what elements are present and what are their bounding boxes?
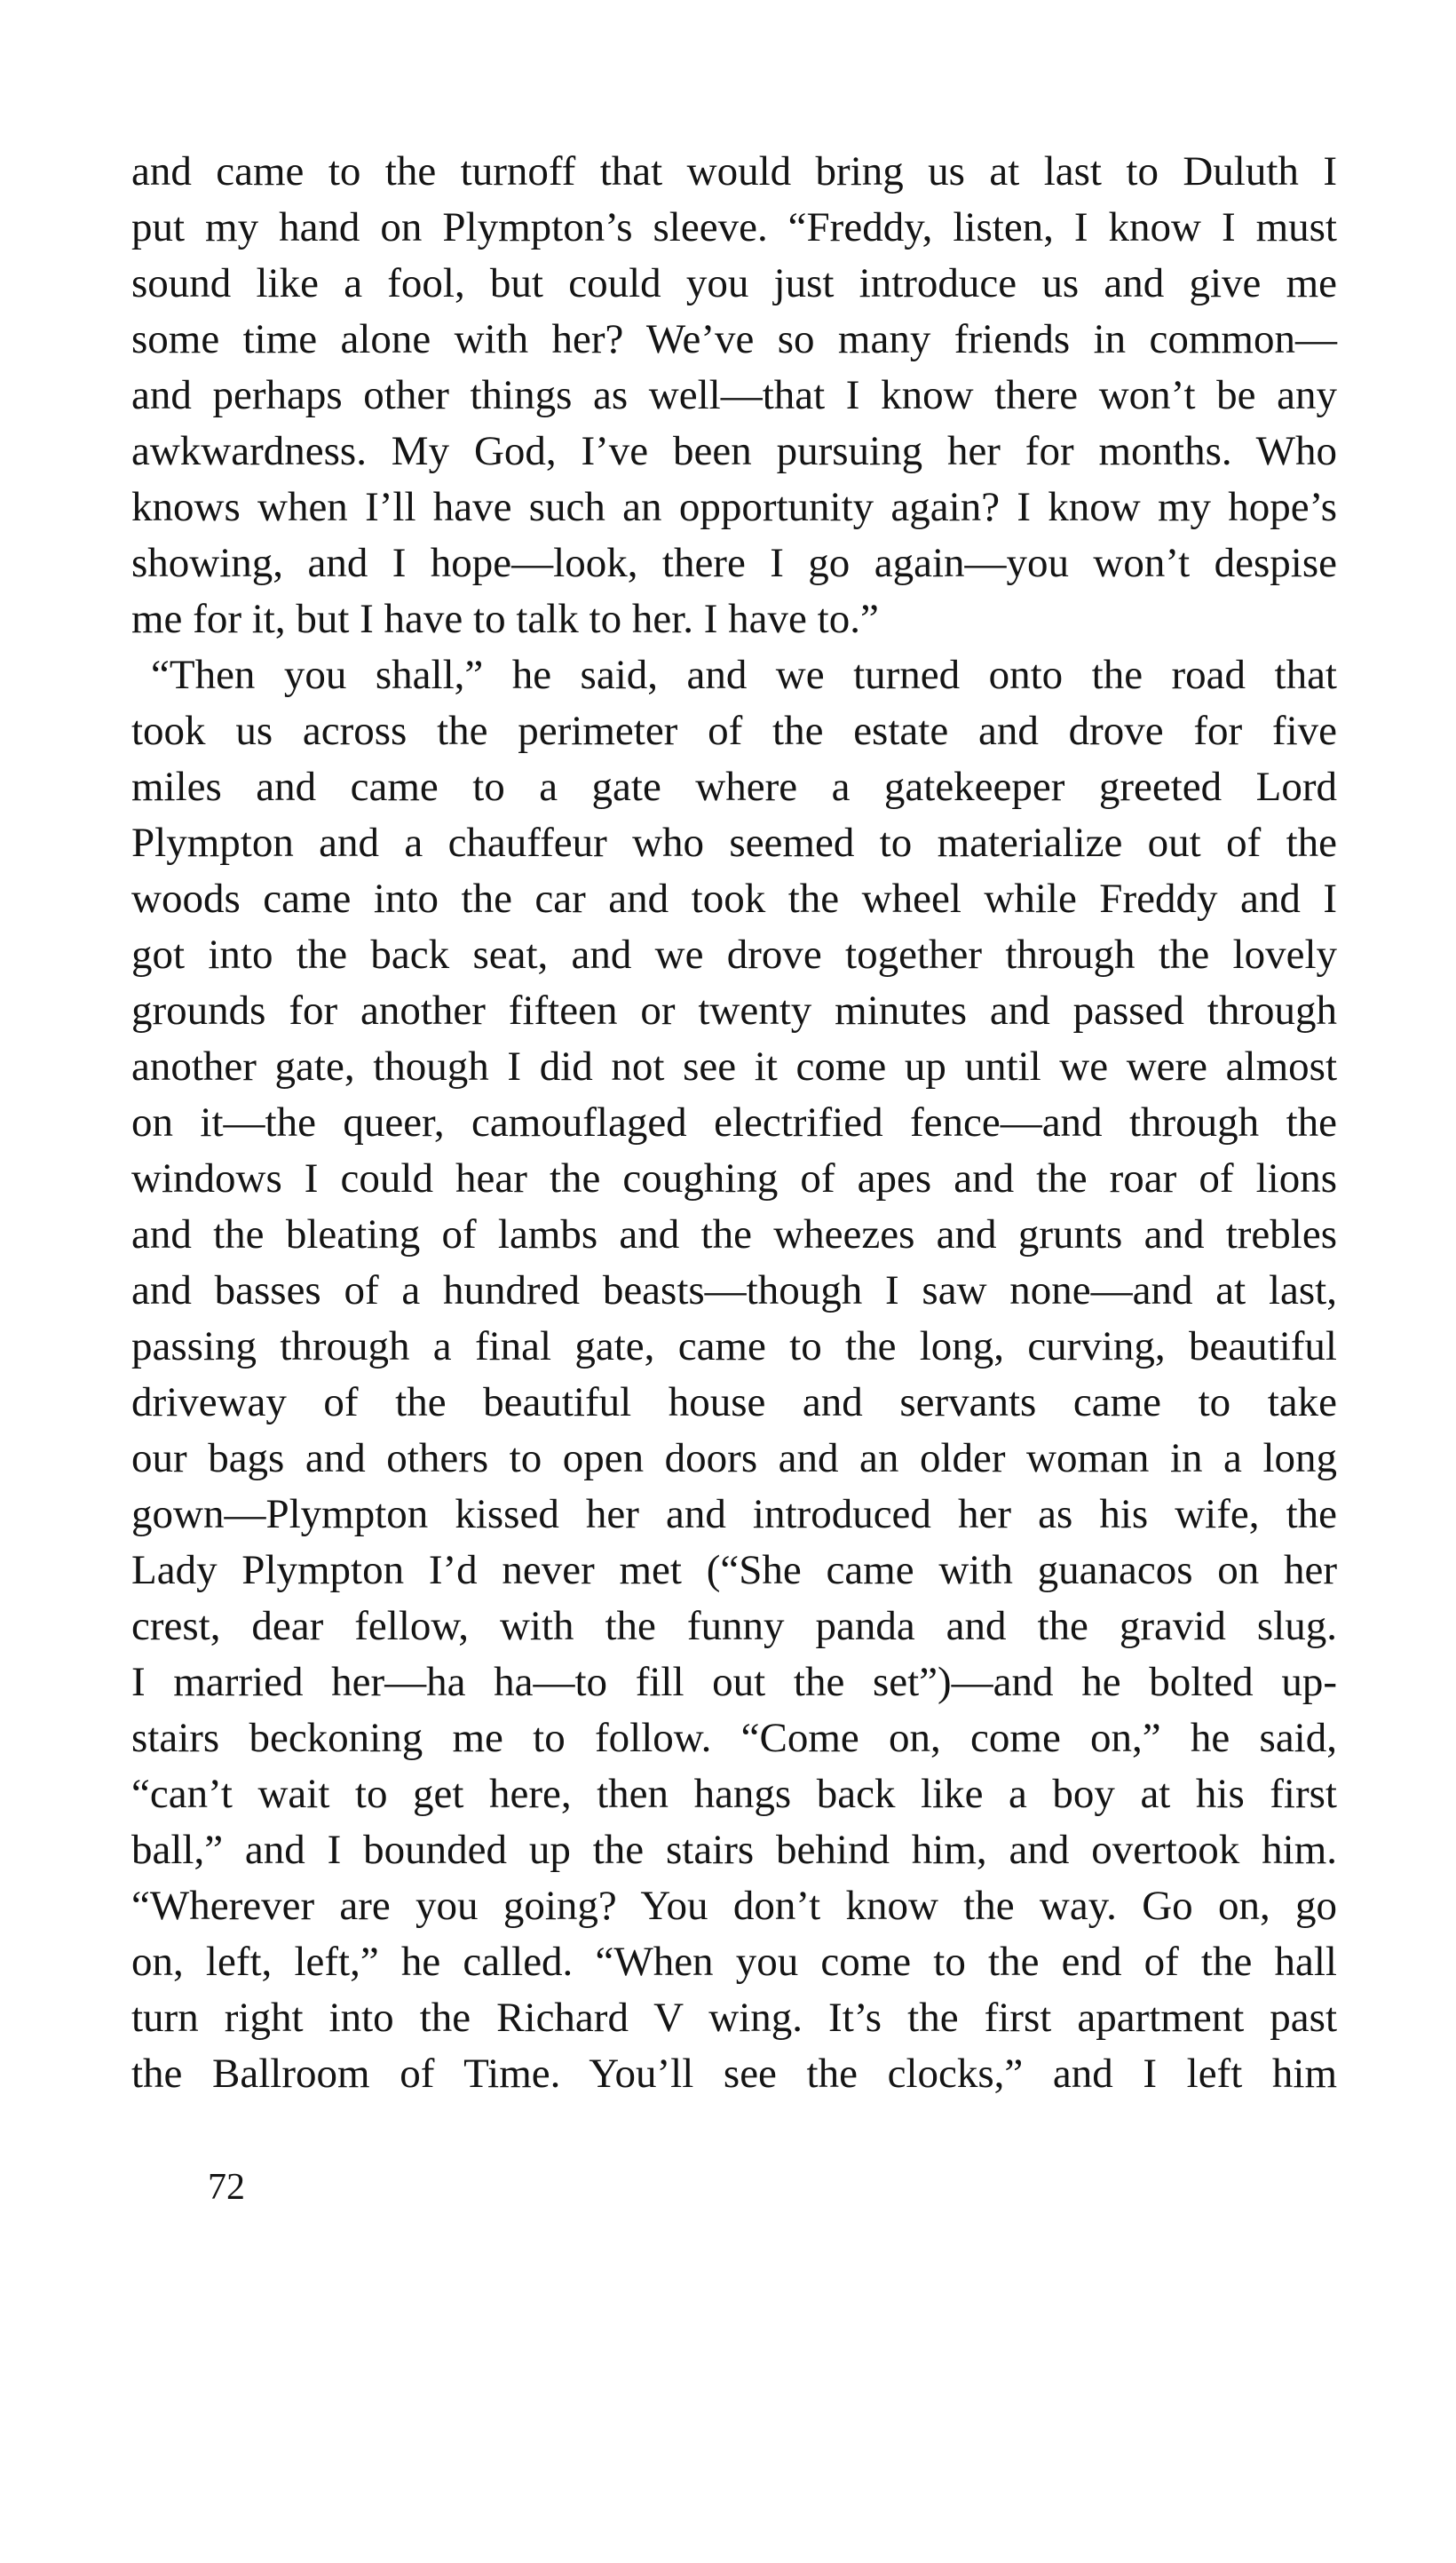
page-number: 72 (208, 2167, 245, 2208)
text-line: crest, dear fellow, with the funny panda and the gravid slug. (131, 1603, 1337, 1649)
text-line: and the bleating of lambs and the wheezes and grunts and trebles (131, 1211, 1337, 1258)
text-line: I married her—ha ha—to fill out the set”)—and he bolted up- (131, 1659, 1337, 1705)
text-line: Plympton and a chauffeur who seemed to materialize out of the (131, 820, 1337, 866)
text-line: another gate, though I did not see it come up until we were almost (131, 1043, 1337, 1090)
text-line: and perhaps other things as well—that I know there won’t be any (131, 372, 1337, 418)
text-line: put my hand on Plympton’s sleeve. “Freddy, listen, I know I must (131, 204, 1337, 250)
text-line: stairs beckoning me to follow. “Come on, come on,” he said, (131, 1715, 1337, 1761)
text-line: got into the back seat, and we drove together through the lovely (131, 932, 1337, 978)
text-line: “Wherever are you going? You don’t know the way. Go on, go (131, 1883, 1337, 1929)
text-line: woods came into the car and took the wheel while Freddy and I (131, 876, 1337, 922)
text-line: ball,” and I bounded up the stairs behind him, and overtook him. (131, 1827, 1337, 1873)
text-line-paragraph-start: “Then you shall,” he said, and we turned onto the road that (151, 652, 1337, 698)
text-line: miles and came to a gate where a gatekeeper greeted Lord (131, 764, 1337, 810)
text-line: on, left, left,” he called. “When you come to the end of the hall (131, 1939, 1337, 1985)
text-line: windows I could hear the coughing of apes and the roar of lions (131, 1155, 1337, 1202)
text-line: knows when I’ll have such an opportunity again? I know my hope’s (131, 484, 1337, 530)
text-line: me for it, but I have to talk to her. I have to.” (131, 596, 879, 642)
text-line: sound like a fool, but could you just introduce us and give me (131, 260, 1337, 306)
text-line: took us across the perimeter of the estate and drove for five (131, 708, 1337, 754)
text-line: driveway of the beautiful house and servants came to take (131, 1379, 1337, 1425)
text-line: passing through a final gate, came to the long, curving, beautiful (131, 1323, 1337, 1369)
text-line: awkwardness. My God, I’ve been pursuing her for months. Who (131, 428, 1337, 474)
text-line: and came to the turnoff that would bring us at last to Duluth I (131, 148, 1337, 194)
text-line: “can’t wait to get here, then hangs back like a boy at his first (131, 1771, 1337, 1817)
text-line: and basses of a hundred beasts—though I saw none—and at last, (131, 1267, 1337, 1313)
text-line: our bags and others to open doors and an older woman in a long (131, 1435, 1337, 1481)
text-line: showing, and I hope—look, there I go again—you won’t despise (131, 540, 1337, 586)
text-line: some time alone with her? We’ve so many friends in common— (131, 316, 1337, 362)
body-text (131, 144, 1337, 2102)
text-line: gown—Plympton kissed her and introduced her as his wife, the (131, 1491, 1337, 1537)
text-line: Lady Plympton I’d never met (“She came with guanacos on her (131, 1547, 1337, 1593)
text-line: the Ballroom of Time. You’ll see the clocks,” and I left him (131, 2051, 1337, 2097)
text-line: turn right into the Richard V wing. It’s the first apartment past (131, 1995, 1337, 2041)
text-line: on it—the queer, camouflaged electrified fence—and through the (131, 1099, 1337, 1146)
text-line: grounds for another fifteen or twenty minutes and passed through (131, 988, 1337, 1034)
